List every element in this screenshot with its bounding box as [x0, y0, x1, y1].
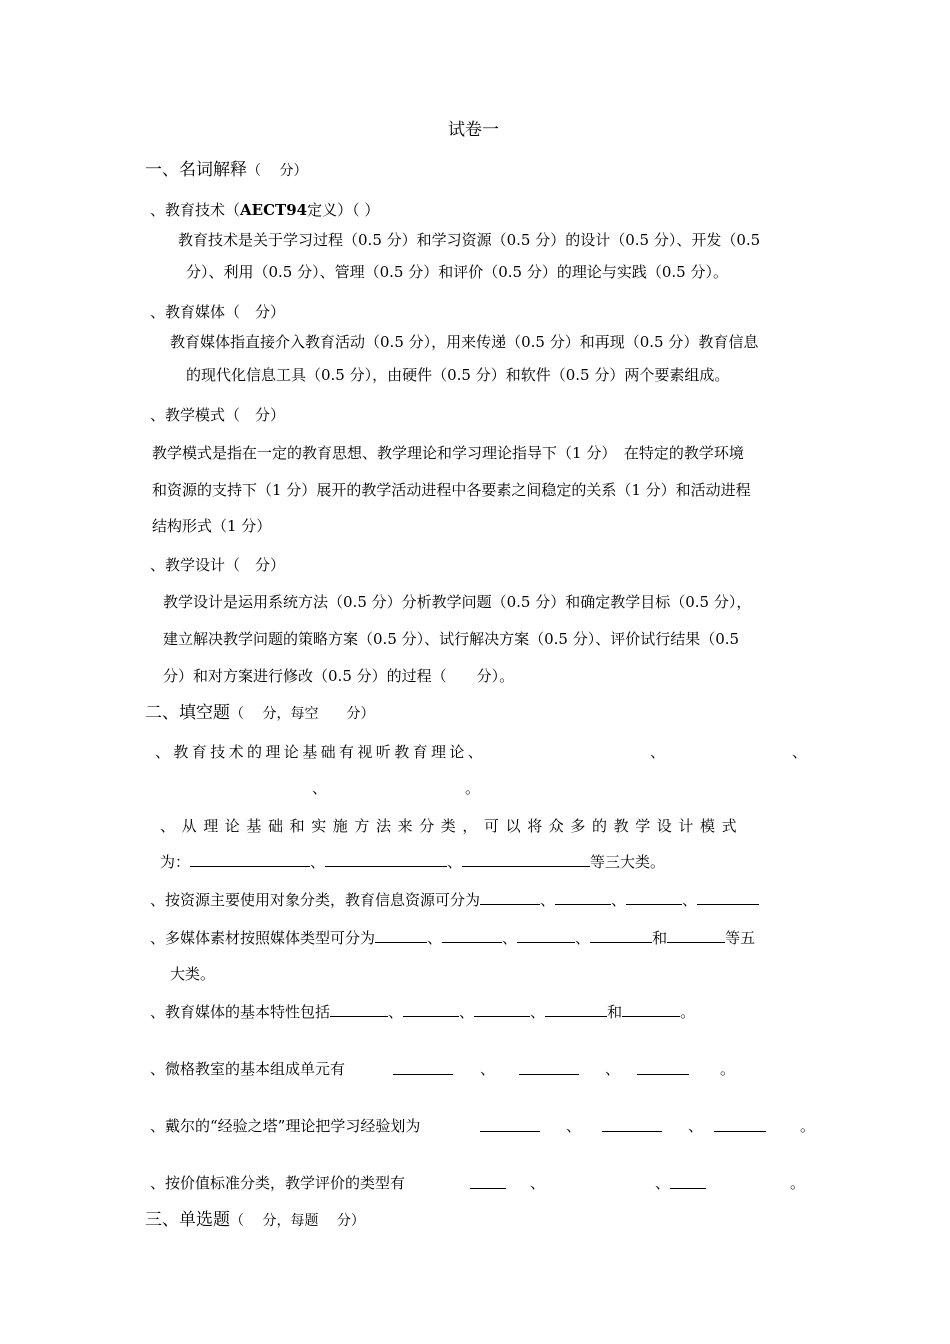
fill5-blank[interactable] — [545, 1002, 607, 1017]
fill6-blank[interactable] — [393, 1060, 453, 1075]
fill7-blank[interactable] — [714, 1117, 766, 1132]
fill4-line — [150, 928, 755, 948]
fill4-blank[interactable] — [375, 928, 427, 943]
fill3-blank[interactable] — [697, 890, 759, 905]
section2-heading-text: 二、填空题 — [145, 703, 230, 723]
fill4-sep: 、 — [575, 929, 591, 947]
fill2-sep: 、 — [310, 853, 326, 871]
q4-label: 、教学设计（ 分） — [150, 556, 286, 574]
q1-answer-line2: 分）、利用（0.5 分）、管理（0.5 分）和评价（0.5 分）的理论与实践（0.5 分）。 — [186, 263, 728, 281]
q3-answer-line2: 和资源的支持下（1 分）展开的教学活动进程中各要素之间稳定的关系（1 分）和活动进程 — [152, 481, 751, 499]
section1-heading — [145, 160, 307, 181]
fill3-blank[interactable] — [480, 890, 540, 905]
q3-answer-line3: 结构形式（1 分） — [152, 517, 272, 535]
q1-label-c: 定义）（ ） — [307, 201, 380, 219]
q4-answer-line1: 教学设计是运用系统方法（0.5 分）分析教学问题（0.5 分）和确定教学目标（0.5 分）， — [163, 593, 752, 611]
fill4-and: 和 — [652, 929, 668, 947]
fill5-and: 和 — [607, 1003, 623, 1021]
fill6-sep: 、 — [480, 1060, 496, 1078]
fill3-blank[interactable] — [555, 890, 611, 905]
fill3-sep: 、 — [682, 891, 698, 909]
fill3-sep: 、 — [611, 891, 627, 909]
fill5-sep: 、 — [530, 1003, 546, 1021]
fill4-suffix: 等五 — [725, 929, 756, 947]
fill8-sep: 、 — [530, 1174, 546, 1192]
fill3-blank[interactable] — [626, 890, 682, 905]
fill1-end: 。 — [465, 779, 481, 797]
section1-score: （ 分） — [247, 163, 308, 179]
fill7-sep: 、 — [566, 1117, 582, 1135]
fill4-sep: 、 — [427, 929, 443, 947]
fill2-sep: 、 — [447, 853, 463, 871]
fill2-blank[interactable] — [190, 852, 310, 867]
fill2-blank[interactable] — [462, 852, 590, 867]
fill4-blank[interactable] — [442, 928, 502, 943]
fill4-text: 、多媒体素材按照媒体类型可分为 — [150, 929, 376, 947]
section3-heading-text: 三、单选题 — [145, 1210, 230, 1230]
page-title: 试卷一 — [448, 120, 499, 140]
section3-score: （ 分，每题 分） — [230, 1213, 365, 1229]
fill5-blank[interactable] — [403, 1002, 459, 1017]
fill7-end: 。 — [800, 1117, 816, 1135]
section2-score: （ 分，每空 分） — [230, 706, 375, 722]
q1-label-a: 、教育技术（ — [150, 201, 241, 219]
fill6-end: 。 — [720, 1060, 736, 1078]
fill4-blank[interactable] — [667, 928, 725, 943]
fill8-blank[interactable] — [470, 1174, 506, 1189]
fill2-text: 、从理论基础和实施方法来分类，可以将众多的教学设计模式 — [160, 817, 744, 835]
fill5-text: 、教育媒体的基本特性包括 — [150, 1003, 331, 1021]
fill6-sep: 、 — [605, 1060, 621, 1078]
fill6-text: 、微格教室的基本组成单元有 — [150, 1060, 346, 1078]
fill1-sep: 、 — [312, 779, 328, 797]
q2-answer-line1: 教育媒体指直接介入教育活动（0.5 分），用来传递（0.5 分）和再现（0.5 分）教育信息 — [170, 333, 759, 351]
fill6-blank[interactable] — [519, 1060, 579, 1075]
fill7-blank[interactable] — [602, 1117, 662, 1132]
fill3-sep: 、 — [540, 891, 556, 909]
fill2-prefix: 为： — [160, 853, 191, 871]
fill7-sep: 、 — [688, 1117, 704, 1135]
q4-answer-line2: 建立解决教学问题的策略方案（0.5 分）、试行解决方案（0.5 分）、评价试行结果（0.5 — [163, 630, 740, 648]
fill5-end: 。 — [680, 1003, 696, 1021]
fill5-sep: 、 — [459, 1003, 475, 1021]
q3-answer-line1: 教学模式是指在一定的教育思想、教学理论和学习理论指导下（1 分） 在特定的教学环境 — [152, 444, 744, 462]
fill5-blank[interactable] — [474, 1002, 530, 1017]
fill2-line2 — [160, 852, 665, 872]
fill4-blank[interactable] — [517, 928, 575, 943]
fill4-blank[interactable] — [590, 928, 652, 943]
fill2-blank[interactable] — [325, 852, 447, 867]
fill6-blank[interactable] — [637, 1060, 689, 1075]
fill4-sep: 、 — [502, 929, 518, 947]
fill8-text: 、按价值标准分类，教学评价的类型有 — [150, 1174, 406, 1192]
section2-heading — [145, 703, 374, 724]
q1-label-b: AECT94 — [240, 201, 308, 219]
q2-label: 、教育媒体（ 分） — [150, 303, 286, 321]
fill8-end: 。 — [790, 1174, 806, 1192]
q2-answer-line2: 的现代化信息工具（0.5 分），由硬件（0.5 分）和软件（0.5 分）两个要素组成。 — [186, 366, 730, 384]
section3-heading — [145, 1210, 365, 1231]
q1-answer-line1: 教育技术是关于学习过程（0.5 分）和学习资源（0.5 分）的设计（0.5 分）、开发（0.5 — [178, 231, 761, 249]
q4-answer-line3: 分）和对方案进行修改（0.5 分）的过程（ 分）。 — [163, 667, 515, 685]
fill4-line2: 大类。 — [170, 965, 216, 983]
fill1-sep: 、 — [650, 743, 666, 761]
fill7-blank[interactable] — [480, 1117, 540, 1132]
fill3-text: 、按资源主要使用对象分类，教育信息资源可分为 — [150, 891, 481, 909]
fill1-sep: 、 — [792, 743, 808, 761]
fill5-blank[interactable] — [330, 1002, 388, 1017]
fill5-sep: 、 — [388, 1003, 404, 1021]
fill8-sep: 、 — [655, 1174, 671, 1192]
section1-heading-text: 一、名词解释 — [145, 160, 247, 180]
fill8-blank[interactable] — [670, 1174, 706, 1189]
fill3-line — [150, 890, 759, 910]
q3-label: 、教学模式（ 分） — [150, 406, 286, 424]
fill1-text: 、教育技术的理论基础有视听教育理论、 — [155, 743, 487, 761]
fill7-text: 、戴尔的“经验之塔”理论把学习经验划为 — [150, 1117, 421, 1135]
fill2-suffix: 等三大类。 — [590, 853, 666, 871]
fill5-line — [150, 1002, 695, 1022]
fill5-blank[interactable] — [622, 1002, 680, 1017]
q1-label — [150, 200, 379, 220]
